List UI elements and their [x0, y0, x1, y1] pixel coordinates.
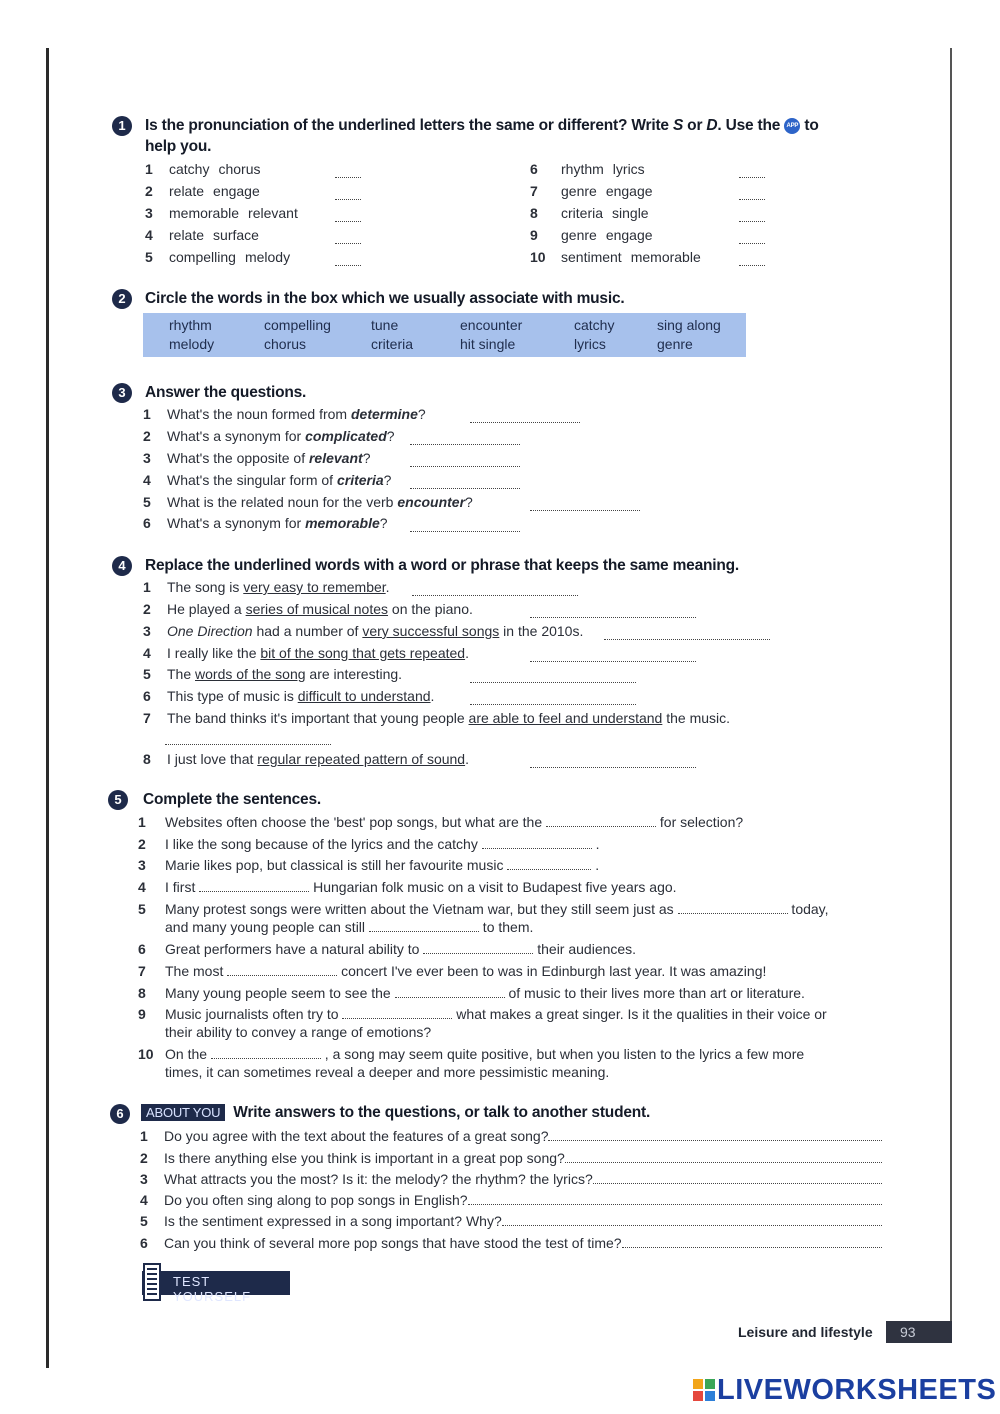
exercise-instruction: Replace the underlined words with a word or phrase that keeps the same meaning.: [145, 557, 740, 574]
word-2: relevant: [248, 205, 298, 221]
word-1: relate: [169, 227, 205, 243]
app-icon[interactable]: APP: [784, 118, 800, 134]
item-number: 5: [145, 249, 153, 265]
item-text: , a song may seem quite positive, but when you listen to the lyrics a few more: [320, 1046, 805, 1062]
pair-item: [530, 161, 645, 177]
exercise-instruction: ABOUT YOU Write answers to the questions, or talk to another student.: [141, 1104, 650, 1122]
answer-blank[interactable]: [335, 211, 361, 222]
word-1: compelling: [169, 249, 236, 265]
answer-blank[interactable]: [604, 629, 770, 640]
item-number: 1: [143, 579, 151, 595]
item-text: I really like the: [167, 645, 261, 661]
question-item: [143, 494, 473, 510]
answer-blank[interactable]: [739, 255, 765, 266]
word-2: engage: [605, 183, 653, 199]
item-text: what makes a great singer. Is it the qualities in their voice or: [452, 1006, 827, 1022]
key-word: criteria: [336, 472, 384, 488]
answer-blank[interactable]: [165, 734, 331, 745]
item-number: 8: [138, 985, 146, 1001]
answer-blank[interactable]: [530, 757, 696, 768]
word-2: lyrics: [612, 161, 645, 177]
pair-item: [530, 227, 653, 243]
exercise-number: 1: [112, 116, 132, 136]
word-2: engage: [605, 227, 653, 243]
item-number: 2: [138, 836, 146, 852]
item-number: 2: [140, 1150, 148, 1166]
item-number: 3: [145, 205, 153, 221]
sentence-item: [138, 985, 805, 1001]
about-you-tag: ABOUT YOU: [141, 1104, 225, 1121]
item-number: 3: [140, 1171, 148, 1187]
item-text: concert I've ever been to was in Edinburgh last year. It was amazing!: [337, 963, 767, 979]
item-number: 1: [138, 814, 146, 830]
item-text: .: [465, 645, 469, 661]
exercise-instruction: Answer the questions.: [145, 384, 307, 401]
item-text: What's a synonym for: [167, 515, 306, 531]
item-text: The band thinks it's important that young people: [167, 710, 469, 726]
word-option[interactable]: compelling: [264, 317, 331, 333]
page-edge-right: [950, 48, 952, 1338]
question-item: [143, 472, 391, 488]
answer-blank[interactable]: [739, 189, 765, 200]
item-number: 6: [530, 161, 538, 177]
item-text: Is the sentiment expressed in a song important? Why?: [164, 1213, 502, 1229]
question-item: [143, 406, 426, 422]
item-text: What's the noun formed from: [167, 406, 351, 422]
pair-item: [145, 183, 260, 199]
exercise-number: 2: [112, 289, 132, 309]
exercise-instruction: Is the pronunciation of the underlined letters the same or different? Write S or D. Use the APP to: [145, 117, 819, 134]
word-option[interactable]: hit single: [460, 336, 516, 352]
word-2: memorable: [630, 249, 701, 265]
item-text: On the: [165, 1046, 211, 1062]
answer-blank[interactable]: [395, 987, 505, 998]
word-option[interactable]: criteria: [371, 336, 414, 352]
sentence-item: [138, 963, 766, 979]
page-edge-left: [46, 48, 49, 1368]
sentence-item: [143, 751, 469, 767]
item-text: He played a: [167, 601, 246, 617]
key-word: relevant: [308, 450, 363, 466]
question-item: [140, 1235, 882, 1251]
item-text: for selection?: [656, 814, 744, 830]
answer-blank[interactable]: [410, 456, 520, 467]
question-item: [143, 450, 370, 466]
underlined-phrase: bit of the song that gets repeated: [260, 645, 466, 661]
item-number: 8: [143, 751, 151, 767]
answer-blank[interactable]: [739, 167, 765, 178]
answer-blank[interactable]: [502, 1215, 882, 1226]
underlined-phrase: series of musical notes: [245, 601, 389, 617]
item-text: are interesting.: [305, 666, 403, 682]
item-number: 3: [138, 857, 146, 873]
item-number: 1: [140, 1128, 148, 1144]
answer-blank[interactable]: [423, 943, 533, 954]
word-1: genre: [561, 227, 597, 243]
item-number: 9: [138, 1006, 146, 1022]
sentence-item-line2: [165, 919, 533, 935]
answer-blank[interactable]: [412, 585, 578, 596]
item-text: What's the singular form of: [167, 472, 337, 488]
page-number: 93: [886, 1321, 952, 1343]
item-text: ?: [362, 450, 371, 466]
item-text: on the piano.: [388, 601, 473, 617]
sentence-item: [138, 941, 636, 957]
sentence-item: [138, 1006, 827, 1022]
key-word: memorable: [305, 515, 380, 531]
answer-blank[interactable]: [470, 412, 580, 423]
item-number: 10: [530, 249, 546, 265]
item-text: .: [591, 836, 600, 852]
item-text: .: [385, 579, 390, 595]
word-option[interactable]: rhythm: [169, 317, 212, 333]
word-box: [143, 313, 746, 357]
sentence-item: [143, 688, 434, 704]
word-1: sentiment: [561, 249, 622, 265]
exercise-number: 3: [112, 383, 132, 403]
item-text: Marie likes pop, but classical is still her favourite music: [165, 857, 508, 873]
sentence-item: [143, 710, 730, 726]
question-item: [140, 1171, 882, 1187]
item-text: had a number of: [252, 623, 363, 639]
pair-item: [530, 183, 653, 199]
liveworksheets-watermark: LIVEWORKSHEETS: [693, 1374, 996, 1407]
answer-blank[interactable]: [739, 233, 765, 244]
item-text: ?: [465, 494, 473, 510]
sentence-item: [138, 1046, 804, 1062]
pair-item: [530, 205, 649, 221]
item-text: today,: [787, 901, 829, 917]
question-item: [140, 1192, 882, 1208]
word-option[interactable]: chorus: [264, 336, 307, 352]
item-number: 7: [143, 710, 151, 726]
item-number: 2: [145, 183, 153, 199]
item-text: Many young people seem to see the: [165, 985, 395, 1001]
answer-blank[interactable]: [227, 965, 337, 976]
pair-item: [145, 227, 259, 243]
answer-blank[interactable]: [468, 1194, 882, 1205]
answer-blank[interactable]: [530, 607, 696, 618]
item-text: Many protest songs were written about the Vietnam war, but they still seem just as: [165, 901, 678, 917]
item-text: What is the related noun for the verb: [167, 494, 398, 510]
item-number: 7: [138, 963, 146, 979]
answer-blank[interactable]: [593, 1173, 882, 1184]
pair-item: [145, 161, 261, 177]
question-item: [140, 1128, 882, 1144]
item-text: I like the song because of the lyrics and the catchy: [165, 836, 482, 852]
word-option[interactable]: catchy: [574, 317, 615, 333]
band-name: One Direction: [167, 623, 253, 639]
word-1: catchy: [169, 161, 210, 177]
item-number: 3: [143, 450, 151, 466]
item-number: 1: [143, 406, 151, 422]
item-text: What attracts you the most? Is it: the melody? the rhythm? the lyrics?: [164, 1171, 593, 1187]
item-number: 8: [530, 205, 538, 221]
item-text: The most: [165, 963, 228, 979]
exercise-number: 6: [110, 1104, 130, 1124]
item-number: 9: [530, 227, 538, 243]
item-text: Music journalists often try to: [165, 1006, 343, 1022]
sentence-item: [143, 666, 402, 682]
sentence-item: [138, 879, 677, 895]
item-text: ?: [379, 515, 388, 531]
exercise-instruction-line2: help you.: [145, 138, 212, 155]
answer-blank[interactable]: [410, 521, 520, 532]
item-text: the music.: [662, 710, 731, 726]
item-number: 5: [143, 666, 151, 682]
answer-blank[interactable]: [335, 167, 361, 178]
item-number: 10: [138, 1046, 154, 1062]
word-option[interactable]: lyrics: [574, 336, 606, 352]
item-text: their ability to convey a range of emotions?: [165, 1024, 432, 1040]
exercise-number: 5: [108, 790, 128, 810]
underlined-phrase: regular repeated pattern of sound: [257, 751, 466, 767]
item-text: The song is: [167, 579, 244, 595]
item-number: 6: [140, 1235, 148, 1251]
item-text: Great performers have a natural ability to: [165, 941, 424, 957]
sentence-item: [138, 836, 600, 852]
word-option[interactable]: genre: [657, 336, 693, 352]
answer-blank[interactable]: [739, 211, 765, 222]
item-text: ?: [383, 472, 392, 488]
item-text: .: [430, 688, 435, 704]
question-item: [140, 1213, 882, 1229]
answer-blank[interactable]: [342, 1008, 452, 1019]
underlined-phrase: difficult to understand: [297, 688, 431, 704]
word-2: surface: [213, 227, 259, 243]
word-option[interactable]: sing along: [657, 317, 721, 333]
item-text: Websites often choose the 'best' pop songs, but what are the: [165, 814, 546, 830]
sentence-item: [138, 857, 599, 873]
item-number: 5: [143, 494, 151, 510]
word-2: chorus: [218, 161, 261, 177]
item-text: I just love that: [167, 751, 258, 767]
sentence-item: [143, 623, 583, 639]
section-title: Leisure and lifestyle: [738, 1324, 873, 1340]
answer-blank[interactable]: [546, 816, 656, 827]
answer-blank[interactable]: [565, 1152, 882, 1163]
key-word: determine: [350, 406, 418, 422]
answer-blank[interactable]: [335, 233, 361, 244]
answer-blank[interactable]: [369, 921, 479, 932]
word-1: memorable: [169, 205, 240, 221]
answer-blank[interactable]: [548, 1130, 882, 1141]
underlined-phrase: are able to feel and understand: [468, 710, 663, 726]
word-1: criteria: [561, 205, 604, 221]
answer-blank[interactable]: [482, 838, 592, 849]
item-number: 4: [143, 472, 151, 488]
sentence-item-line2: [165, 1024, 431, 1040]
key-word: complicated: [305, 428, 387, 444]
word-option[interactable]: encounter: [460, 317, 523, 333]
answer-blank[interactable]: [410, 434, 520, 445]
item-number: 6: [143, 688, 151, 704]
exercise-number: 4: [112, 556, 132, 576]
pair-item: [145, 205, 298, 221]
item-number: 5: [140, 1213, 148, 1229]
answer-blank[interactable]: [199, 881, 309, 892]
answer-blank[interactable]: [335, 189, 361, 200]
item-text: in the 2010s.: [499, 623, 584, 639]
item-text: ?: [386, 428, 395, 444]
underlined-phrase: words of the song: [195, 666, 306, 682]
sentence-item: [143, 601, 473, 617]
sentence-item: [138, 814, 743, 830]
item-text: Hungarian folk music on a visit to Budapest five years ago.: [309, 879, 677, 895]
item-text: Can you think of several more pop songs that have stood the test of time?: [164, 1235, 622, 1251]
question-item: [143, 515, 388, 531]
answer-blank[interactable]: [335, 255, 361, 266]
item-text: of music to their lives more than art or literature.: [504, 985, 805, 1001]
item-number: 2: [143, 428, 151, 444]
word-2: engage: [213, 183, 260, 199]
answer-blank[interactable]: [530, 500, 640, 511]
item-number: 4: [138, 879, 146, 895]
item-text: What's the opposite of: [167, 450, 309, 466]
item-text: .: [465, 751, 469, 767]
item-text: What's a synonym for: [167, 428, 306, 444]
item-text: and many young people can still: [165, 919, 369, 935]
exercise-instruction: Circle the words in the box which we usually associate with music.: [145, 290, 625, 307]
answer-blank[interactable]: [410, 478, 520, 489]
sentence-item: [143, 645, 469, 661]
liveworksheets-logo-icon: [693, 1379, 715, 1401]
answer-blank[interactable]: [678, 903, 788, 914]
word-2: melody: [244, 249, 291, 265]
item-text: I first: [165, 879, 200, 895]
underlined-phrase: very successful songs: [362, 623, 500, 639]
word-2: single: [612, 205, 649, 221]
pair-item: [145, 249, 290, 265]
answer-blank[interactable]: [507, 859, 591, 870]
word-1: relate: [169, 183, 205, 199]
item-text: times, it can sometimes reveal a deeper and more pessimistic meaning.: [165, 1064, 610, 1080]
exercise-instruction: Complete the sentences.: [143, 791, 322, 808]
item-number: 1: [145, 161, 153, 177]
item-text: their audiences.: [533, 941, 637, 957]
item-number: 2: [143, 601, 151, 617]
item-text: ?: [417, 406, 426, 422]
item-number: 4: [145, 227, 153, 243]
word-1: rhythm: [561, 161, 604, 177]
answer-blank[interactable]: [470, 694, 636, 705]
item-number: 7: [530, 183, 538, 199]
item-text: to them.: [478, 919, 534, 935]
item-text: .: [591, 857, 600, 873]
word-option[interactable]: melody: [169, 336, 215, 352]
answer-blank[interactable]: [470, 672, 636, 683]
pair-item: [530, 249, 701, 265]
key-word: encounter: [397, 494, 466, 510]
item-number: 4: [140, 1192, 148, 1208]
test-yourself-label: TEST YOURSELF: [173, 1274, 252, 1304]
item-number: 3: [143, 623, 151, 639]
test-yourself-button[interactable]: [140, 1263, 290, 1304]
item-text: The: [167, 666, 196, 682]
question-item: [140, 1150, 882, 1166]
answer-blank[interactable]: [622, 1237, 882, 1248]
item-text: Do you agree with the text about the features of a great song?: [164, 1128, 549, 1144]
item-number: 4: [143, 645, 151, 661]
word-1: genre: [561, 183, 597, 199]
item-number: 6: [138, 941, 146, 957]
item-text: Is there anything else you think is important in a great pop song?: [164, 1150, 565, 1166]
item-number: 5: [138, 901, 146, 917]
item-text: Do you often sing along to pop songs in English?: [164, 1192, 468, 1208]
question-item: [143, 428, 395, 444]
sentence-item-line2: [165, 1064, 609, 1080]
item-number: 6: [143, 515, 151, 531]
answer-blank[interactable]: [530, 651, 696, 662]
underlined-phrase: very easy to remember: [243, 579, 386, 595]
sentence-item: [138, 901, 829, 917]
sentence-item: [143, 579, 390, 595]
answer-blank[interactable]: [211, 1048, 321, 1059]
item-text: This type of music is: [167, 688, 298, 704]
word-option[interactable]: tune: [371, 317, 399, 333]
